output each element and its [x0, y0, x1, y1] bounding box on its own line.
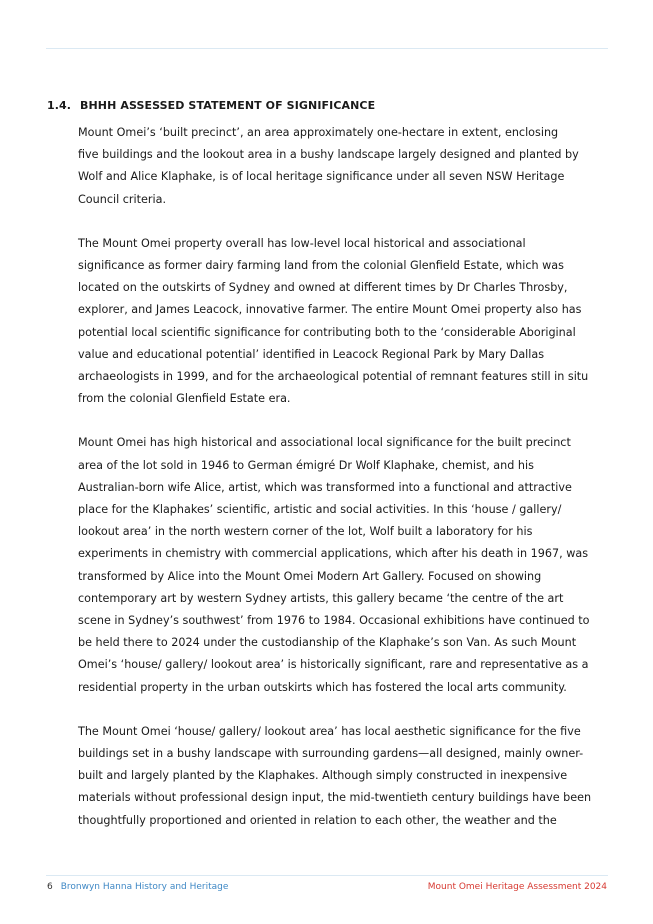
paragraph-line: Mount Omei’s ‘built precinct’, an area approximately one-hectare in extent, enclosing [78, 126, 559, 139]
paragraph-line: buildings set in a bushy landscape with surrounding gardens—all designed, mainly owner- [78, 747, 584, 761]
paragraph-line: potential local scientific significance for contributing both to the ‘considerable Aboriginal [78, 325, 576, 339]
paragraph [78, 233, 613, 411]
paragraph-line: residential property in the urban outskirts which has fostered the local arts community. [78, 680, 567, 694]
paragraph-line: Council criteria. [78, 192, 167, 206]
paragraph-line: Omei’s ‘house/ gallery/ lookout area’ is historically significant, rare and representative as a [78, 658, 589, 672]
paragraph-line: area of the lot sold in 1946 to German émigré Dr Wolf Klaphake, chemist, and his [78, 458, 534, 472]
paragraph-line: explorer, and James Leacock, innovative farmer. The entire Mount Omei property also has [78, 303, 582, 317]
paragraph-line: be held there to 2024 under the custodianship of the Klaphake’s son Van. As such Mount [78, 636, 577, 650]
paragraph-line: contemporary art by western Sydney artists, this gallery became ‘the centre of the art [78, 591, 564, 605]
page-number: 6 [47, 882, 53, 892]
paragraph-line: place for the Klaphakes’ scientific, artistic and social activities. In this ‘house / gallery/ [78, 503, 562, 517]
paragraph-line: The Mount Omei property overall has low-level local historical and associational [78, 236, 526, 250]
paragraph-line: Australian-born wife Alice, artist, which was transformed into a functional and attractive [78, 480, 572, 494]
footer-rule [46, 875, 608, 876]
section-title: BHHH ASSESSED STATEMENT OF SIGNIFICANCE [80, 99, 376, 112]
paragraph-line: The Mount Omei ‘house/ gallery/ lookout area’ has local aesthetic significance for the five [78, 724, 581, 738]
header-rule [46, 48, 608, 49]
paragraph-line: located on the outskirts of Sydney and owned at different times by Dr Charles Throsby, [78, 281, 568, 295]
paragraph-line: Mount Omei has high historical and associational local significance for the built precinct [78, 436, 571, 450]
paragraph-line: lookout area’ in the north western corner of the lot, Wolf built a laboratory for his [78, 525, 533, 539]
paragraph-line: significance as former dairy farming land from the colonial Glenfield Estate, which was [78, 259, 564, 273]
footer-author: Bronwyn Hanna History and Heritage [60, 882, 229, 892]
paragraph [78, 432, 613, 698]
paragraph-line: value and educational potential’ identified in Leacock Regional Park by Mary Dallas [78, 347, 545, 361]
paragraph [78, 122, 613, 211]
paragraph-line: from the colonial Glenfield Estate era. [78, 392, 291, 406]
paragraph-line: thoughtfully proportioned and oriented in relation to each other, the weather and the [78, 813, 557, 827]
paragraph-line: archaeologists in 1999, and for the archaeological potential of remnant features still in situ [78, 370, 589, 384]
section-number: 1.4. [47, 99, 72, 112]
body-text [78, 122, 613, 832]
paragraph-line: built and largely planted by the Klaphakes. Although simply constructed in inexpensive [78, 769, 568, 783]
paragraph-line: scene in Sydney’s southwest’ from 1976 to 1984. Occasional exhibitions have continued to [78, 614, 590, 628]
paragraph-gap [78, 410, 613, 432]
footer-document-title: Mount Omei Heritage Assessment 2024 [427, 882, 607, 892]
paragraph-line: five buildings and the lookout area in a bushy landscape largely designed and planted by [78, 148, 579, 162]
paragraph-line: materials without professional design input, the mid-twentieth century buildings have been [78, 791, 592, 805]
paragraph-line: transformed by Alice into the Mount Omei Modern Art Gallery. Focused on showing [78, 569, 542, 583]
paragraph [78, 721, 613, 832]
paragraph-gap [78, 699, 613, 721]
paragraph-gap [78, 211, 613, 233]
paragraph-line: experiments in chemistry with commercial applications, which after his death in 1967, was [78, 547, 589, 561]
paragraph-line: Wolf and Alice Klaphake, is of local heritage significance under all seven NSW Heritage [78, 170, 565, 184]
section-heading [47, 99, 375, 112]
page-footer [47, 882, 607, 892]
